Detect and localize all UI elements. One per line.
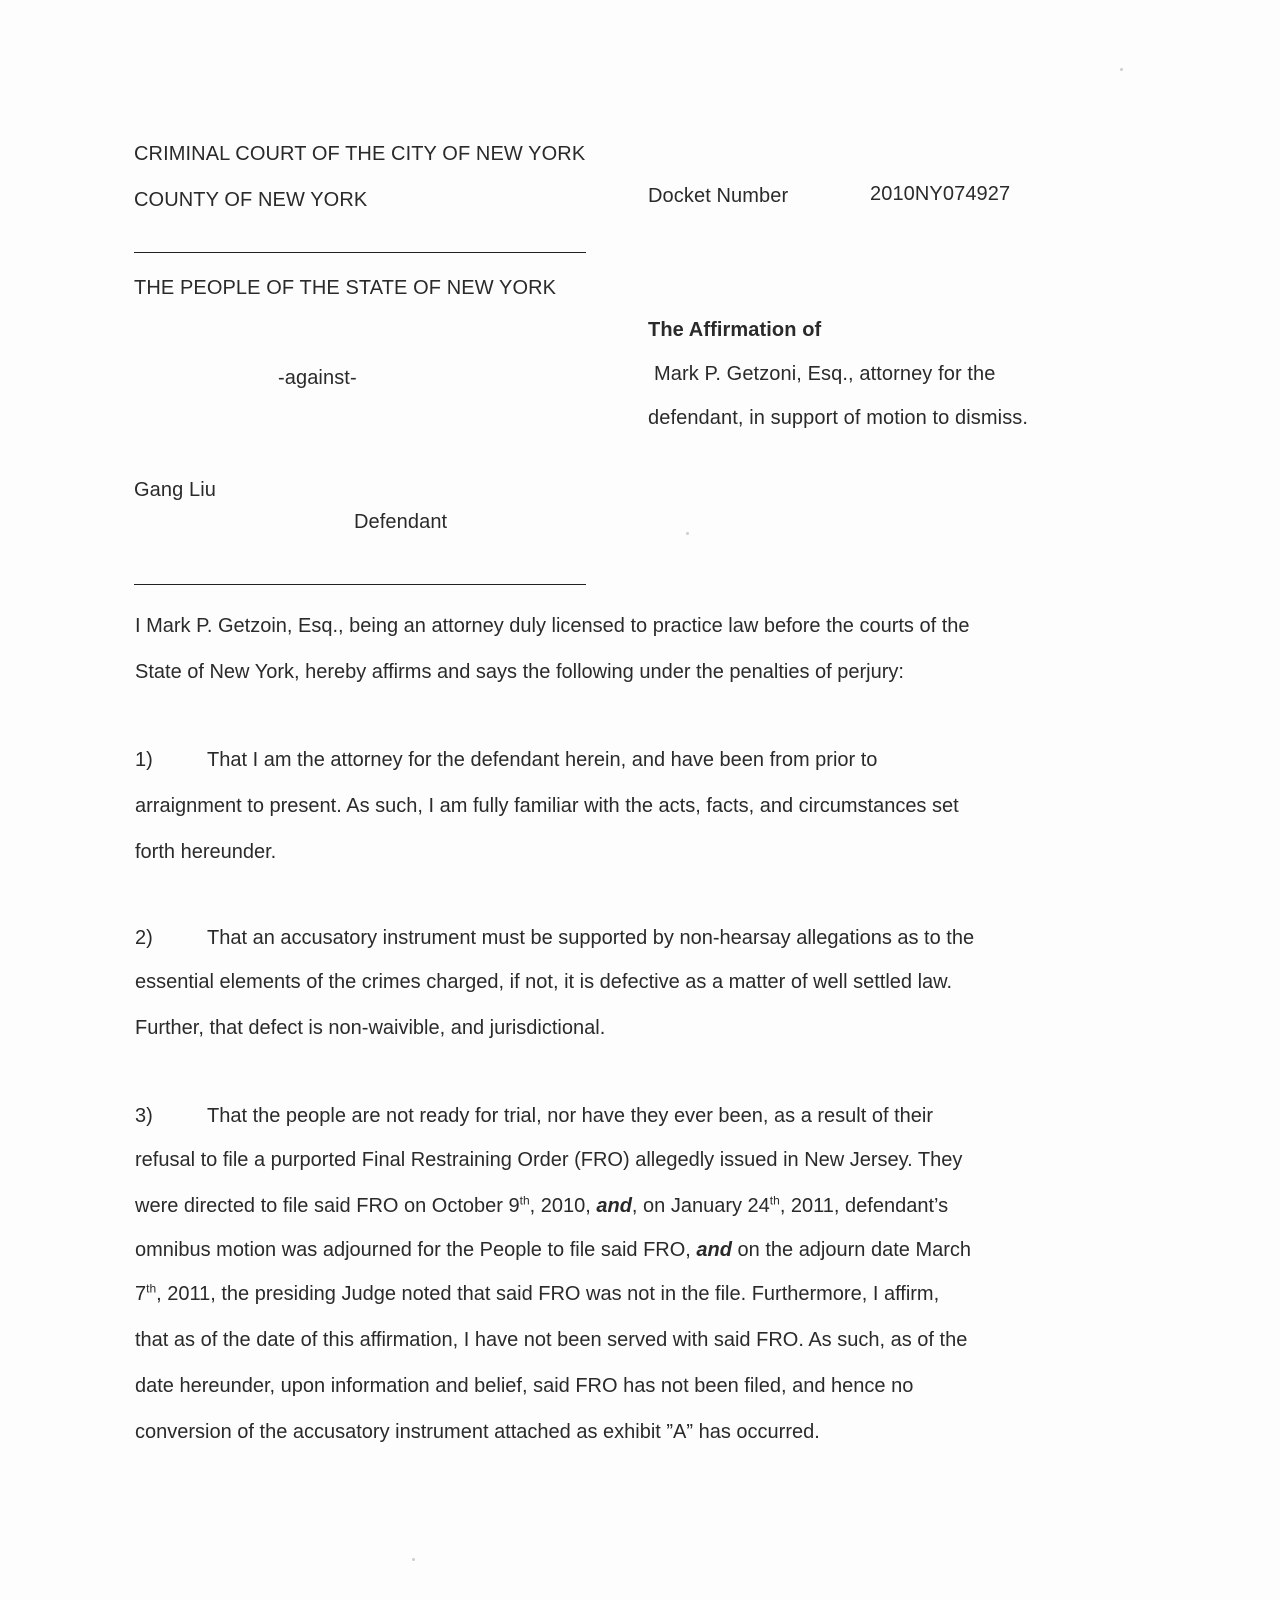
paragraph-1-line-2: arraignment to present. As such, I am fully familiar with the acts, facts, and circumstances set [135,795,959,817]
paragraph-3-line-8: conversion of the accusatory instrument attached as exhibit ”A” has occurred. [135,1421,820,1443]
defendant-name: Gang Liu [134,479,216,501]
paragraph-1-line-3: forth hereunder. [135,841,277,863]
caption-top-rule [134,252,586,253]
p3-l3-sup1: th [519,1193,530,1208]
affirmation-heading: The Affirmation of [648,319,822,341]
docket-number: 2010NY074927 [870,183,1011,205]
scan-speck [412,1558,415,1561]
caption-bottom-rule [134,584,586,585]
p3-l5-a: 7 [135,1283,147,1305]
paragraph-1-text-1: That I am the attorney for the defendant herein, and have been from prior to [207,749,878,771]
p3-l3-b: , 2010, [529,1195,597,1217]
paragraph-1-line-1 [135,748,877,772]
paragraph-2-line-1 [135,926,974,950]
affirmation-line-1: Mark P. Getzoni, Esq., attorney for the [654,363,996,385]
paragraph-3-line-3 [135,1194,948,1218]
paragraph-3-line-5 [135,1282,939,1306]
county-name: COUNTY OF NEW YORK [134,189,368,211]
paragraph-2-text-1: That an accusatory instrument must be supported by non-hearsay allegations as to the [207,927,975,949]
p3-l3-and: and [596,1195,632,1217]
paragraph-3-line-2: refusal to file a purported Final Restraining Order (FRO) allegedly issued in New Jersey. They [135,1149,963,1171]
intro-line-2: State of New York, hereby affirms and says the following under the penalties of perjury: [135,661,904,683]
intro-line-1: I Mark P. Getzoin, Esq., being an attorney duly licensed to practice law before the courts of the [135,615,970,637]
scan-speck [1120,68,1123,71]
p3-l3-sup2: th [769,1193,780,1208]
paragraph-3-text-1: That the people are not ready for trial, nor have they ever been, as a result of their [207,1105,933,1127]
plaintiff-name: THE PEOPLE OF THE STATE OF NEW YORK [134,277,557,299]
affirmation-line-2: defendant, in support of motion to dismiss. [648,407,1029,429]
paragraph-2-number: 2) [135,927,153,949]
p3-l3-d: , 2011, defendant’s [779,1195,949,1217]
defendant-label: Defendant [354,511,448,533]
p3-l3-a: were directed to file said FRO on October 9 [135,1195,520,1217]
p3-l4-a: omnibus motion was adjourned for the People to file said FRO, [135,1239,697,1261]
scan-speck [686,532,689,535]
p3-l4-b: on the adjourn date March [731,1239,972,1261]
paragraph-2-line-2: essential elements of the crimes charged, if not, it is defective as a matter of well settled law. [135,971,953,993]
p3-l3-c: , on January 24 [631,1195,770,1217]
p3-l5-b: , 2011, the presiding Judge noted that said FRO was not in the file. Furthermore, I affirm, [156,1283,940,1305]
paragraph-1-number: 1) [135,749,153,771]
paragraph-2-line-3: Further, that defect is non-waivible, and jurisdictional. [135,1017,606,1039]
paragraph-3-number: 3) [135,1105,153,1127]
against-label: -against- [278,367,357,389]
paragraph-3-line-6: that as of the date of this affirmation, I have not been served with said FRO. As such, as of the [135,1329,968,1351]
court-name: CRIMINAL COURT OF THE CITY OF NEW YORK [134,143,586,165]
p3-l5-sup: th [146,1281,157,1296]
paragraph-3-line-4 [135,1238,971,1262]
paragraph-3-line-1 [135,1104,933,1128]
docket-label: Docket Number [648,185,789,207]
paragraph-3-line-7: date hereunder, upon information and belief, said FRO has not been filed, and hence no [135,1375,914,1397]
p3-l4-and: and [696,1239,732,1261]
